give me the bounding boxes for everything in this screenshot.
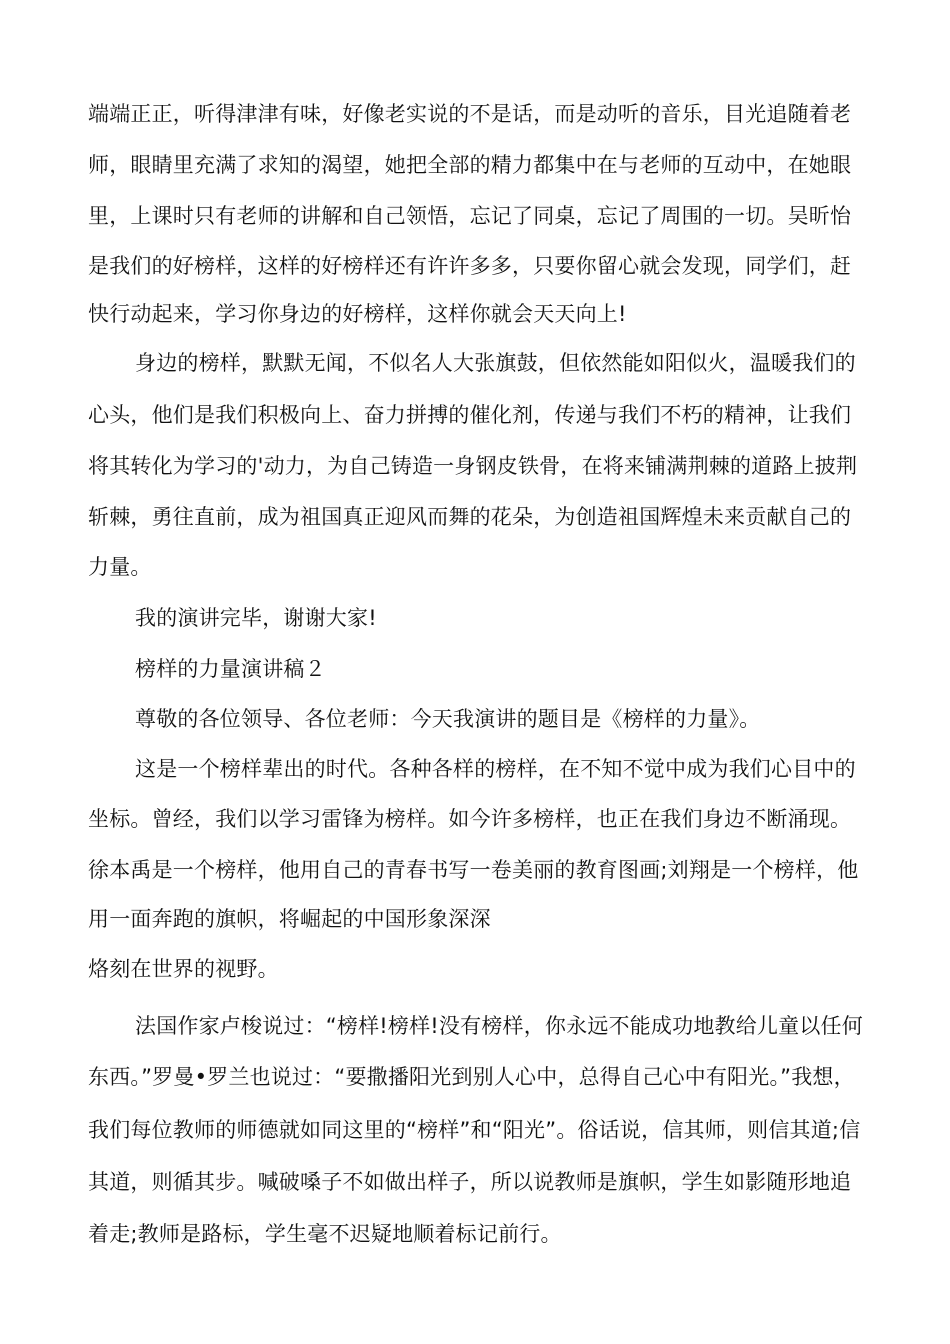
text-line: 端端正正，听得津津有味，好像老实说的不是话，而是动听的音乐，目光追随着老 bbox=[88, 102, 852, 126]
text-line: 东西。”罗曼•罗兰也说过：“要撒播阳光到别人心中，总得自己心中有阳光。”我想， bbox=[88, 1065, 855, 1089]
text-line: 法国作家卢梭说过：“榜样!榜样!没有榜样，你永远不能成功地教给儿童以任何 bbox=[135, 1014, 863, 1038]
text-line: 师，眼睛里充满了求知的渴望，她把全部的精力都集中在与老师的互动中，在她眼 bbox=[88, 153, 852, 177]
text-line: 烙刻在世界的视野。 bbox=[88, 957, 279, 981]
text-line: 坐标。曾经，我们以学习雷锋为榜样。如今许多榜样，也正在我们身边不断涌现。 bbox=[88, 807, 852, 831]
text-line: 用一面奔跑的旗帜，将崛起的中国形象深深 bbox=[88, 907, 491, 931]
text-line: 其道，则循其步。喊破嗓子不如做出样子，所以说教师是旗帜，学生如影随形地追 bbox=[88, 1170, 852, 1194]
text-line: 徐本禹是一个榜样，他用自己的青春书写一卷美丽的教育图画;刘翔是一个榜样，他 bbox=[88, 858, 859, 882]
text-line: 斩棘，勇往直前，成为祖国真正迎风而舞的花朵，为创造祖国辉煌未来贡献自己的 bbox=[88, 505, 852, 529]
text-line: 快行动起来，学习你身边的好榜样，这样你就会天天向上! bbox=[88, 302, 627, 326]
text-line: 着走;教师是路标，学生毫不迟疑地顺着标记前行。 bbox=[88, 1222, 562, 1246]
greeting-line: 尊敬的各位领导、各位老师：今天我演讲的题目是《榜样的力量》。 bbox=[135, 707, 761, 731]
text-line: 身边的榜样，默默无闻，不似名人大张旗鼓，但依然能如阳似火，温暖我们的 bbox=[135, 351, 856, 375]
text-line: 我们每位教师的师德就如同这里的“榜样”和“阳光”。俗话说，信其师，则信其道;信 bbox=[88, 1118, 861, 1142]
section-title: 榜样的力量演讲稿２ bbox=[135, 657, 326, 681]
closing-line: 我的演讲完毕，谢谢大家! bbox=[135, 606, 377, 630]
text-line: 是我们的好榜样，这样的好榜样还有许许多多，只要你留心就会发现，同学们，赶 bbox=[88, 254, 852, 278]
text-line: 心头，他们是我们积极向上、奋力拼搏的催化剂，传递与我们不朽的精神，让我们 bbox=[88, 403, 852, 427]
text-line: 这是一个榜样辈出的时代。各种各样的榜样，在不知不觉中成为我们心目中的 bbox=[135, 757, 856, 781]
text-line: 里，上课时只有老师的讲解和自己领悟，忘记了同桌，忘记了周围的一切。吴昕怡 bbox=[88, 204, 852, 228]
text-line: 将其转化为学习的'动力，为自己铸造一身钢皮铁骨，在将来铺满荆棘的道路上披荆 bbox=[88, 454, 858, 478]
text-line: 力量。 bbox=[88, 555, 152, 579]
